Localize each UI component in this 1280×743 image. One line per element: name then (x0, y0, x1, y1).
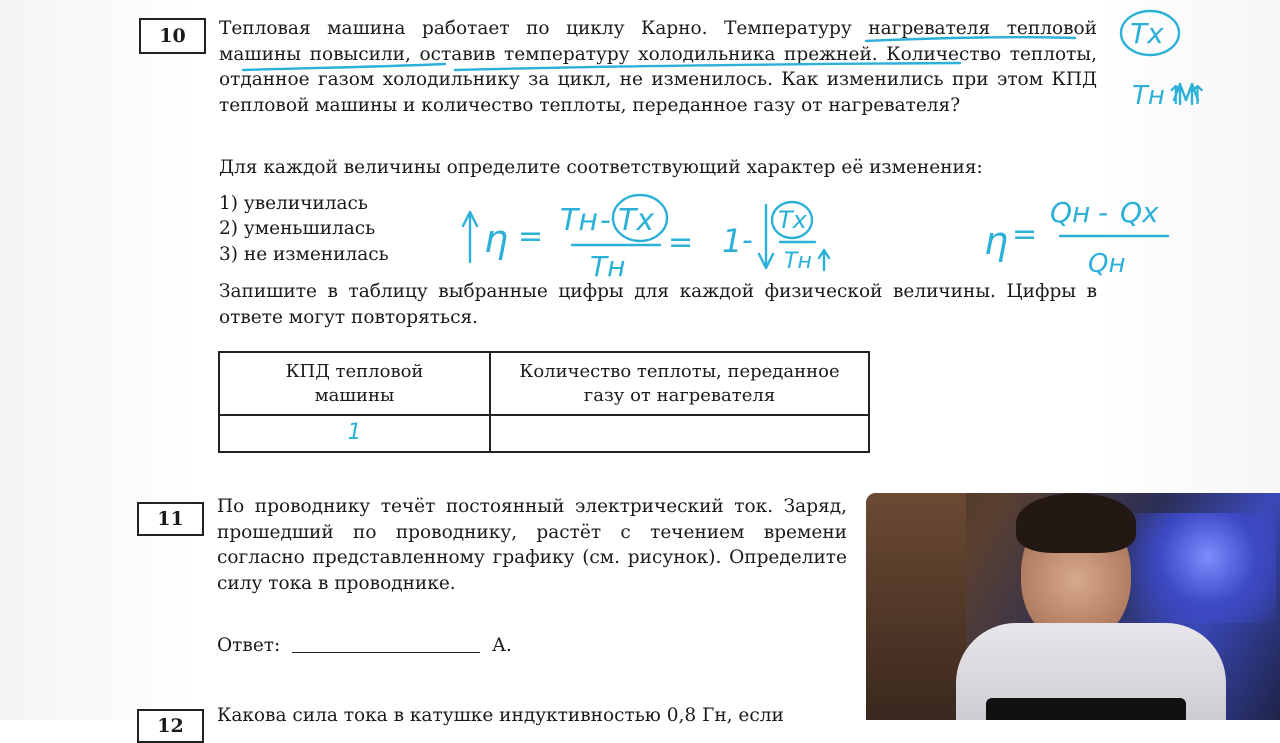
webcam-overlay (866, 493, 1280, 720)
task-number: 10 (159, 25, 186, 47)
task-number-box (137, 709, 204, 743)
formula-minus-2: - (742, 223, 753, 258)
task-number: 12 (157, 715, 184, 737)
answer-unit: А. (492, 635, 512, 656)
answer-blank[interactable] (292, 634, 480, 653)
annotation-th: Tн↑↑ (1132, 81, 1209, 111)
table-header-heat: Количество теплоты, переданное газу от нагревателя (490, 352, 869, 415)
task-number-box (139, 18, 206, 54)
task-text: Какова сила тока в катушке индуктивностью 0,8 Гн, если (217, 705, 784, 726)
task-text: По проводнику течёт постоянный электрический ток. Заряд, прошедший по проводнику, растёт с течением времени согласно представленному графику (см. рисунок). Определите силу тока в проводнике. (217, 496, 847, 594)
formula-equals-2: = (668, 225, 694, 260)
formula-qh-denominator: Qн (1088, 249, 1126, 279)
task-number: 11 (157, 508, 184, 530)
formula-tx-2: Tx (778, 206, 807, 234)
answer-label: Ответ: (217, 635, 281, 656)
background-shelf (866, 493, 966, 720)
formula-qx: Qx (1120, 196, 1159, 229)
option-3: 3) не изменилась (219, 244, 389, 265)
option-2: 2) уменьшилась (219, 218, 376, 239)
formula-equals-3: = (1012, 217, 1038, 252)
task-text: Тепловая машина работает по циклу Карно. Температуру нагревателя тепловой машины повысили, оставив температуру холодильника прежней. Количество теплоты, отданное газом холодильнику за цикл, не изменилось. Как изменились при этом КПД тепловой машины и количество теплоты, переданное газу от нагревателя? (219, 18, 1097, 116)
answer-cell-heat[interactable] (490, 415, 869, 452)
formula-th-denominator: Tн (590, 250, 626, 283)
formula-equals-1: = (518, 219, 544, 254)
formula-th-2: Tн (784, 249, 812, 274)
formula-minus-1: - (600, 203, 611, 238)
formula-th: Tн (560, 203, 598, 238)
answer-value: 1 (347, 420, 362, 445)
table-instruction: Запишите в таблицу выбранные цифры для каждой физической величины. Цифры в ответе могут повторяться. (219, 281, 1097, 328)
laptop (986, 698, 1186, 720)
table-header-efficiency: КПД тепловой машины (219, 352, 490, 415)
option-1: 1) увеличилась (219, 193, 368, 214)
formula-tx: Tx (618, 203, 655, 238)
formula-eta: η (484, 217, 509, 261)
task-instruction: Для каждой величины определите соответствующий характер её изменения: (219, 157, 983, 178)
formula-eta-2: η (984, 219, 1009, 263)
task-number-box (137, 502, 204, 536)
answer-cell-efficiency[interactable] (219, 415, 490, 452)
answer-table (218, 351, 870, 453)
annotation-tx: Tx (1130, 17, 1164, 50)
formula-one: 1 (722, 222, 743, 260)
answer-row (217, 634, 512, 656)
formula-minus-3: - (1098, 196, 1109, 229)
person-hair (1016, 493, 1136, 553)
formula-qh: Qн (1050, 196, 1091, 229)
